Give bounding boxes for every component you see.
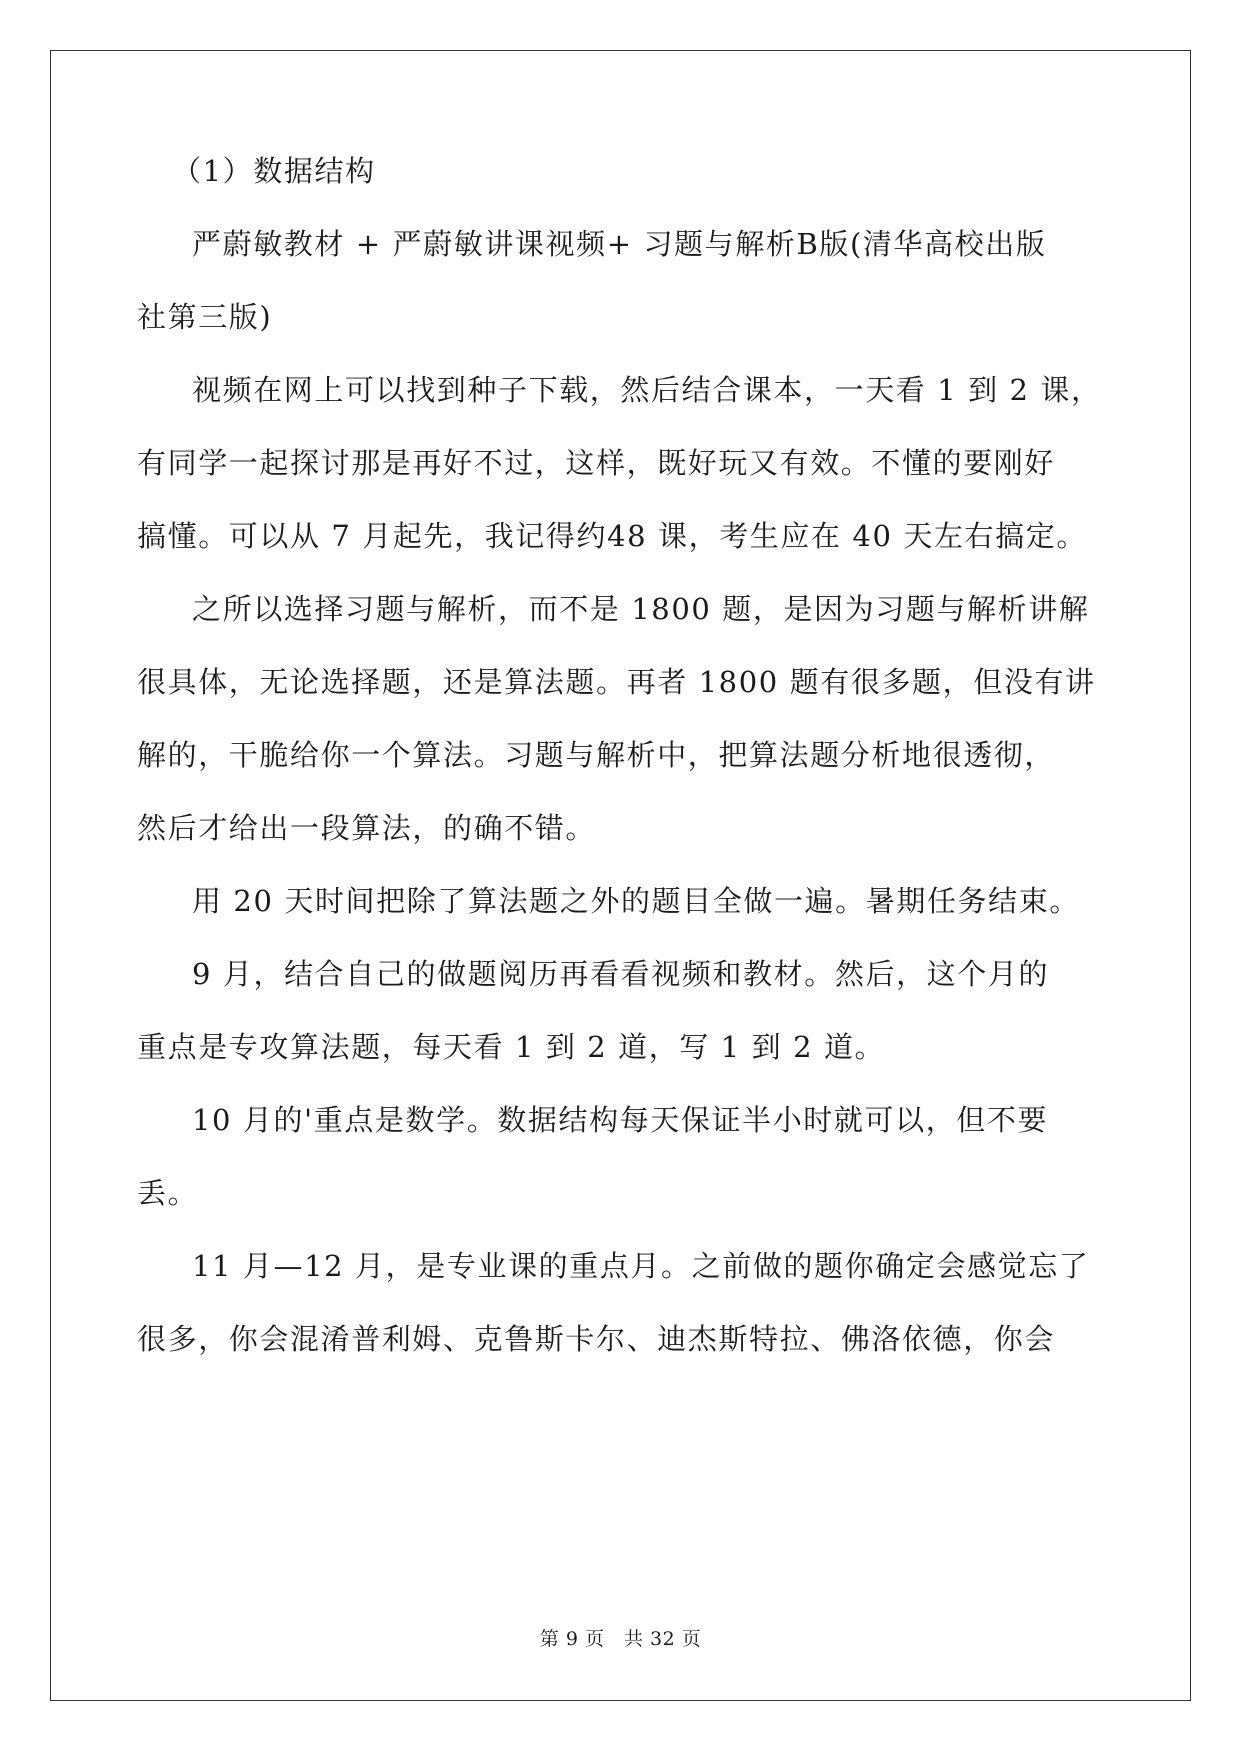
paragraph-line: 视频在网上可以找到种子下载，然后结合课本，一天看 1 到 2 课， [192, 373, 1102, 407]
paragraph-line: 有同学一起探讨那是再好不过，这样，既好玩又有效。不懂的要刚好 [137, 446, 1056, 480]
paragraph-line: 重点是专攻算法题，每天看 1 到 2 道，写 1 到 2 道。 [137, 1030, 886, 1064]
paragraph-line: 社第三版) [137, 300, 273, 334]
paragraph-line: 之所以选择习题与解析，而不是 1800 题，是因为习题与解析讲解 [192, 592, 1090, 626]
paragraph-line: 11 月—12 月，是专业课的重点月。之前做的题你确定会感觉忘了 [192, 1249, 1090, 1283]
paragraph-line: 丢。 [137, 1176, 199, 1210]
page-border [50, 50, 1191, 1701]
paragraph-line: 解的，干脆给你一个算法。习题与解析中，把算法题分析地很透彻， [137, 738, 1056, 772]
paragraph-line: 搞懂。可以从 7 月起先，我记得约48 课，考生应在 40 天左右搞定。 [137, 519, 1087, 553]
paragraph-line: 然后才给出一段算法，的确不错。 [137, 811, 597, 845]
paragraph-line: 很多，你会混淆普利姆、克鲁斯卡尔、迪杰斯特拉、佛洛依德，你会 [137, 1322, 1056, 1356]
paragraph-line: 9 月，结合自己的做题阅历再看看视频和教材。然后，这个月的 [192, 957, 1050, 991]
section-heading: （1）数据结构 [172, 154, 376, 188]
page-number-footer: 第 9 页 共 32 页 [539, 1628, 702, 1650]
paragraph-line: 用 20 天时间把除了算法题之外的题目全做一遍。暑期任务结束。 [192, 884, 1080, 918]
paragraph-line: 很具体，无论选择题，还是算法题。再者 1800 题有很多题，但没有讲 [137, 665, 1096, 699]
paragraph-line: 10 月的'重点是数学。数据结构每天保证半小时就可以，但不要 [192, 1103, 1049, 1137]
paragraph-line: 严蔚敏教材 + 严蔚敏讲课视频+ 习题与解析B版(清华高校出版 [192, 227, 1047, 261]
